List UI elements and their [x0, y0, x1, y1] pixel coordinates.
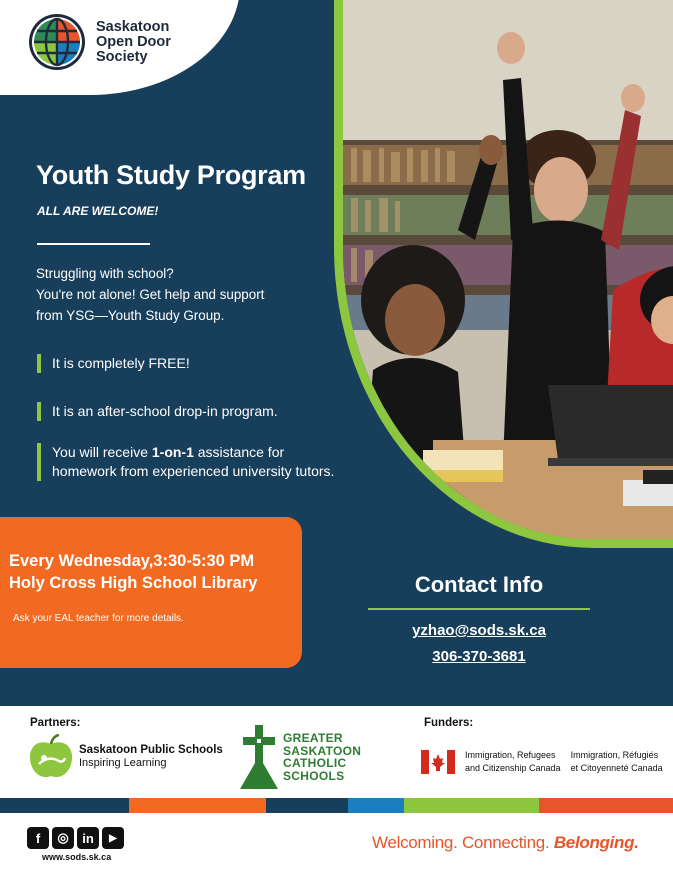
bullet-free: It is completely FREE! — [37, 354, 352, 373]
social-links — [27, 827, 124, 849]
stripe-segment — [539, 798, 673, 813]
gscs-text: GREATER SASKATOON CATHOLIC SCHOOLS — [283, 731, 362, 783]
bullet-tutoring: You will receive 1-on-1 assistance for homework from experienced university tutors. — [37, 443, 342, 481]
title-divider — [37, 243, 150, 245]
gscs-logo[interactable] — [240, 723, 361, 791]
instagram-icon[interactable]: ◎ — [52, 827, 74, 849]
stripe-segment — [129, 798, 266, 813]
stripe-segment — [0, 798, 129, 813]
canada-flag-icon — [421, 750, 455, 774]
linkedin-icon[interactable]: in — [77, 827, 99, 849]
apple-icon — [27, 734, 75, 780]
contact-divider — [368, 608, 590, 610]
ircc-logo[interactable] — [421, 749, 663, 775]
ircc-french: Immigration, Réfugiés et Citoyenneté Canada — [570, 750, 663, 773]
schedule-box — [0, 517, 302, 668]
contact-email-link[interactable]: yzhao@sods.sk.ca — [412, 622, 546, 639]
globe-icon — [28, 13, 86, 71]
bullet-drop-in: It is an after-school drop-in program. — [37, 402, 352, 421]
tagline: Welcoming. Connecting. Belonging. — [372, 833, 639, 852]
partners-label: Partners: — [30, 717, 81, 729]
page-subtitle: ALL ARE WELCOME! — [37, 204, 159, 218]
sps-text: Saskatoon Public Schools Inspiring Learning — [79, 744, 223, 769]
schedule-details — [9, 550, 257, 594]
stripe-segment — [348, 798, 404, 813]
page-title: Youth Study Program — [36, 160, 306, 190]
contact-phone-link[interactable]: 306-370-3681 — [432, 648, 526, 665]
org-name: Saskatoon Open Door Society — [96, 18, 171, 65]
funders-label: Funders: — [424, 717, 474, 729]
sps-logo[interactable] — [27, 734, 223, 780]
stripe-segment — [266, 798, 348, 813]
stripe-segment — [404, 798, 539, 813]
schedule-note: Ask your EAL teacher for more details. — [13, 613, 184, 624]
intro-text: Struggling with school? You're not alone! Get help and support from YSG—Youth Study Group. — [36, 266, 265, 323]
schedule-location: Holy Cross High School Library — [9, 574, 258, 592]
facebook-icon[interactable]: f — [27, 827, 49, 849]
cross-icon — [240, 723, 278, 791]
website-link[interactable]: www.sods.sk.ca — [42, 852, 112, 862]
youtube-icon[interactable]: ▶ — [102, 827, 124, 849]
ircc-english: Immigration, Refugees and Citizenship Canada — [465, 750, 561, 773]
schedule-time: Every Wednesday,3:30-5:30 PM — [9, 552, 255, 570]
org-logo[interactable] — [28, 13, 206, 71]
contact-heading: Contact Info — [414, 572, 544, 597]
